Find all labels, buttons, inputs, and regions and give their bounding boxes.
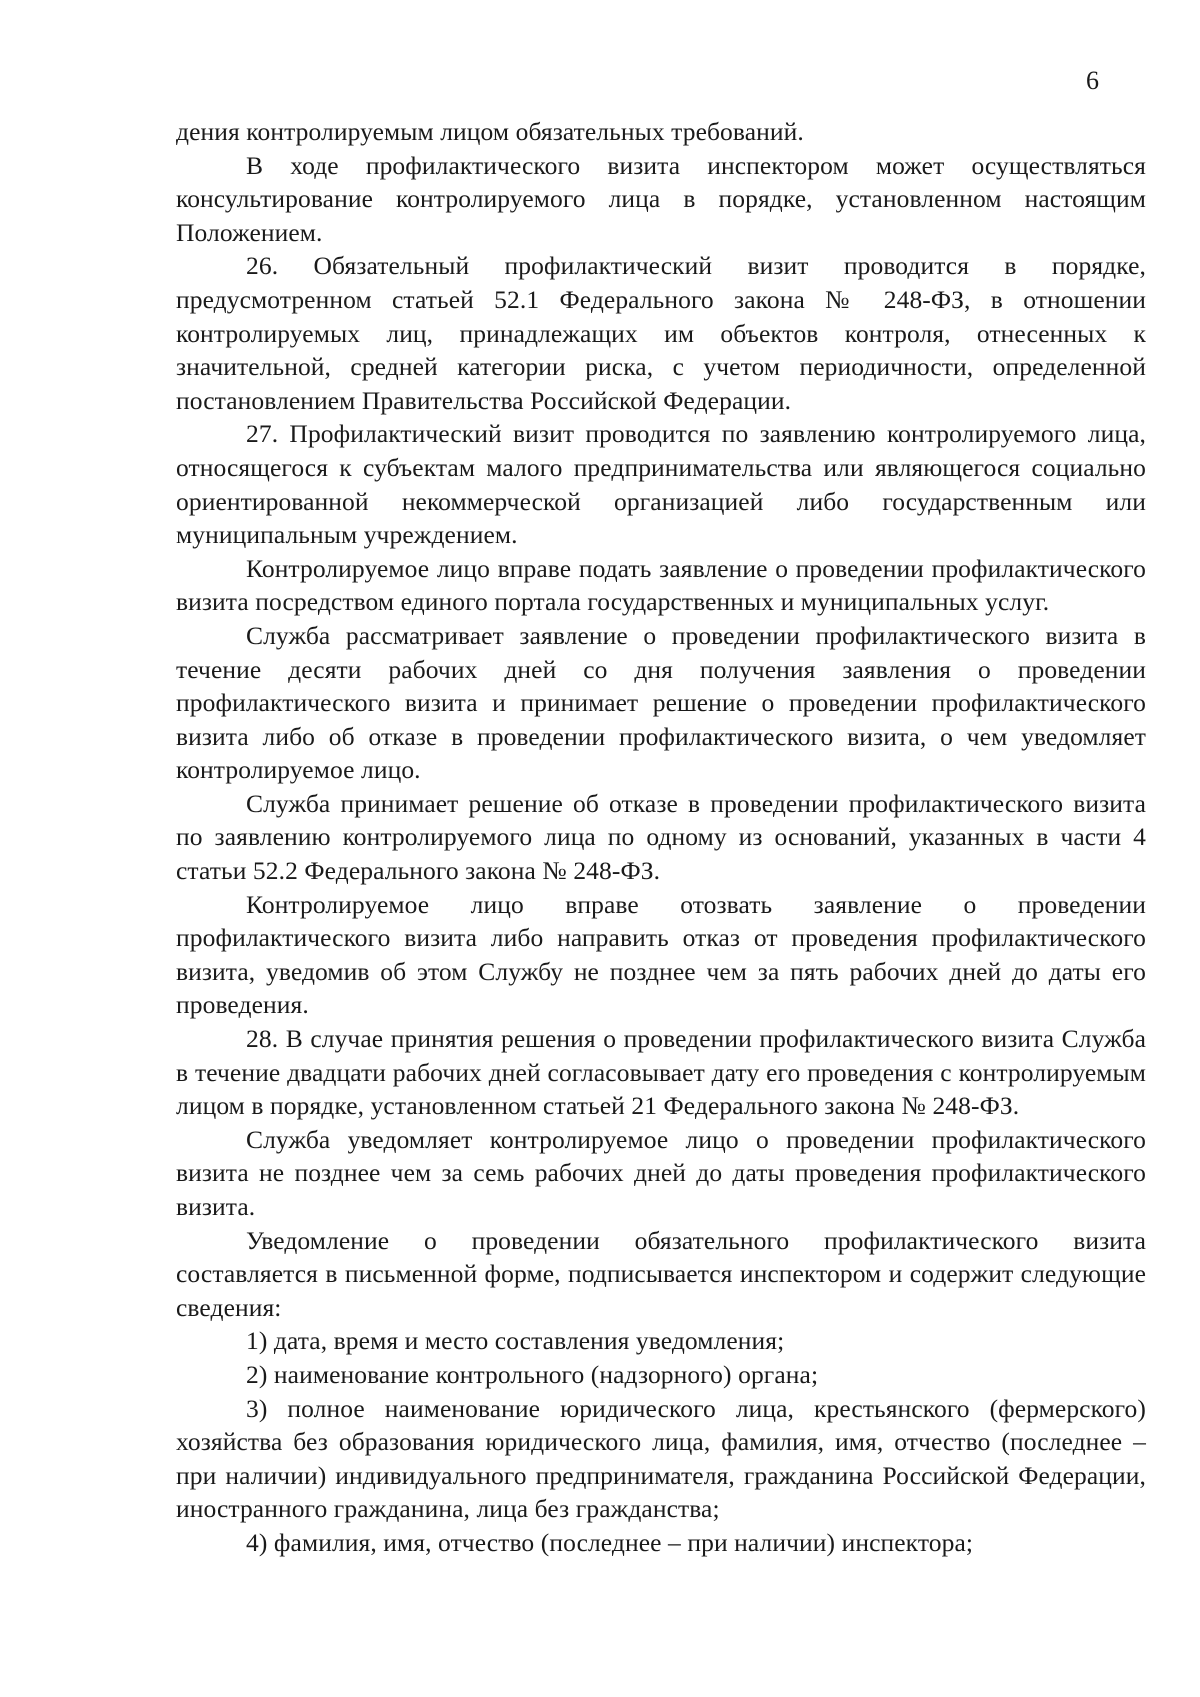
- page-number: 6: [1086, 66, 1099, 95]
- paragraph: В ходе профилактического визита инспектором может осуществляться консультирование контролируемого лица в порядке, установленном настоящим Положением.: [176, 150, 1146, 247]
- paragraph: Контролируемое лицо вправе подать заявление о проведении профилактического визита посредством единого портала государственных и муниципальных услуг.: [176, 553, 1146, 617]
- list-item: 3) полное наименование юридического лица, крестьянского (фермерского) хозяйства без образования юридического лица, фамилия, имя, отчество (последнее – при наличии) индивидуального предпринимателя, гражданина Российской Федерации, иностранного гражданина, лица без гражданства;: [176, 1393, 1146, 1524]
- paragraph: Служба уведомляет контролируемое лицо о проведении профилактического визита не позднее чем за семь рабочих дней до даты проведения профилактического визита.: [176, 1124, 1146, 1221]
- paragraph: Контролируемое лицо вправе отозвать заявление о проведении профилактического визита либо направить отказ от проведения профилактического визита, уведомив об этом Службу не позднее чем за пять рабочих дней до даты его проведения.: [176, 889, 1146, 1020]
- list-item: 4) фамилия, имя, отчество (последнее – при наличии) инспектора;: [246, 1527, 974, 1557]
- list-item: 2) наименование контрольного (надзорного) органа;: [246, 1359, 819, 1389]
- paragraph: 28. В случае принятия решения о проведении профилактического визита Служба в течение двадцати рабочих дней согласовывает дату его проведения с контролируемым лицом в порядке, установленном статьей 21 Федерального закона № 248-ФЗ.: [176, 1024, 1146, 1121]
- paragraph: дения контролируемым лицом обязательных требований.: [176, 117, 804, 146]
- body-text: [176, 115, 1146, 1560]
- paragraph: Уведомление о проведении обязательного профилактического визита составляется в письменной форме, подписывается инспектором и содержит следующие сведения:: [176, 1225, 1146, 1322]
- paragraph: Служба принимает решение об отказе в проведении профилактического визита по заявлению контролируемого лица по одному из оснований, указанных в части 4 статьи 52.2 Федерального закона № 248-ФЗ.: [176, 788, 1146, 886]
- paragraph: Служба рассматривает заявление о проведении профилактического визита в течение десяти рабочих дней со дня получения заявления о проведении профилактического визита и принимает решение о проведении профилактического визита либо об отказе в проведении профилактического визита, о чем уведомляет контролируемое лицо.: [176, 620, 1146, 785]
- paragraph: 27. Профилактический визит проводится по заявлению контролируемого лица, относящегося к субъектам малого предпринимательства или являющегося социально ориентированной некоммерческой организацией либо государственным или муниципальным учреждением.: [176, 419, 1146, 550]
- list-item: 1) дата, время и место составления уведомления;: [246, 1326, 785, 1356]
- paragraph: 26. Обязательный профилактический визит проводится в порядке, предусмотренном статьей 52.1 Федерального закона № 248-ФЗ, в отношении контролируемых лиц, принадлежащих им объектов контроля, отнесенных к значительной, средней категории риска, с учетом периодичности, определенной постановлением Правительства Российской Федерации.: [176, 251, 1146, 415]
